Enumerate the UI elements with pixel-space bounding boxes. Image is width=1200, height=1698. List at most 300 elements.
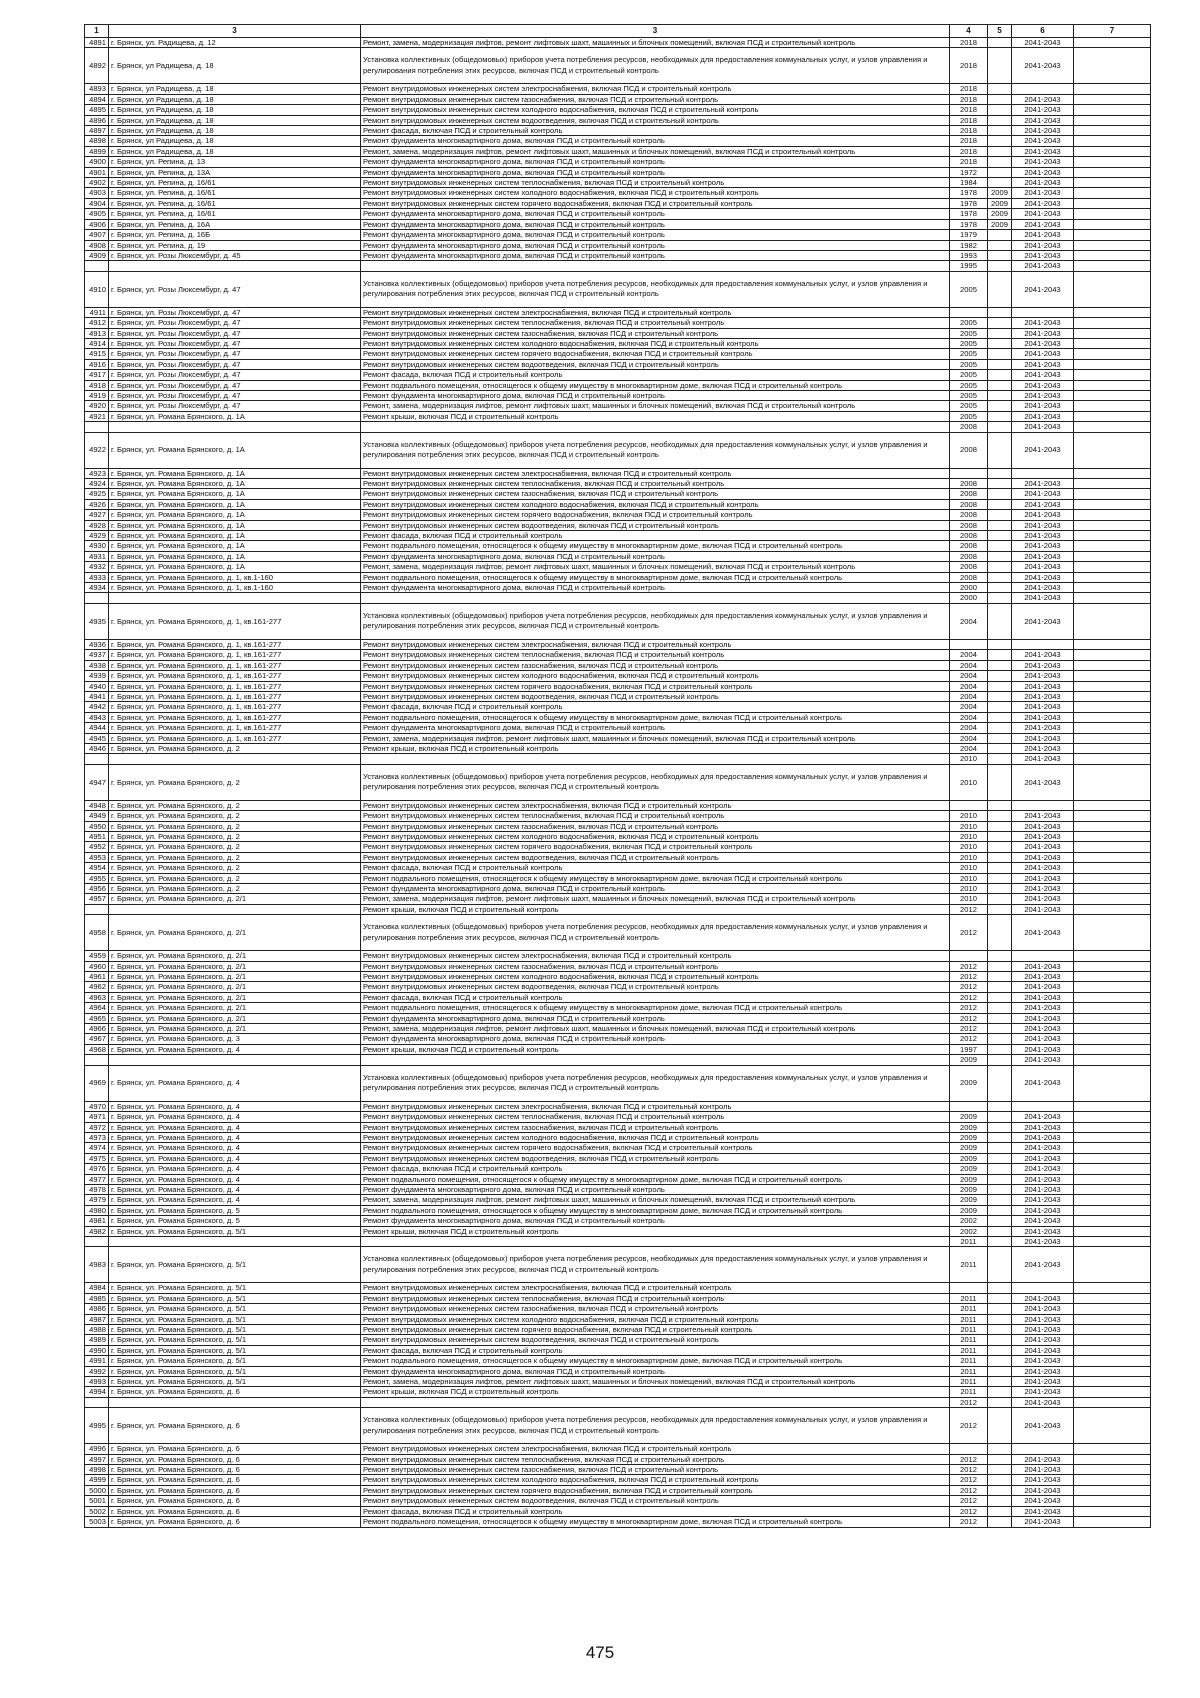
year-built-cell: 2002	[950, 1226, 988, 1236]
year-repaired-cell: 2009	[988, 219, 1012, 229]
year-built-cell	[950, 1444, 988, 1454]
address-cell: г. Брянск, ул. Романа Брянского, д. 1А	[109, 520, 361, 530]
work-type-cell: Установка коллективных (общедомовых) приборов учета потребления ресурсов, необходимых для предоставления коммунальных услуг, и узлов управления и регулирования потребления этих ресурсов, включая ПСД и строительный контроль	[361, 271, 950, 307]
work-type-cell: Ремонт крыши, включая ПСД и строительный контроль	[361, 904, 950, 914]
table-row	[85, 38, 1151, 48]
work-type-cell: Ремонт фундамента многоквартирного дома, включая ПСД и строительный контроль	[361, 390, 950, 400]
empty-cell	[1074, 1184, 1151, 1194]
year-repaired-cell	[988, 531, 1012, 541]
year-repaired-cell	[988, 1205, 1012, 1215]
year-built-cell: 2009	[950, 1065, 988, 1101]
empty-cell	[1074, 551, 1151, 561]
row-number-cell: 4900	[85, 157, 109, 167]
address-cell: г. Брянск, ул. Романа Брянского, д. 4	[109, 1101, 361, 1111]
year-built-cell: 2018	[950, 48, 988, 84]
address-cell: г. Брянск, ул. Розы Люксембург, д. 47	[109, 359, 361, 369]
work-type-cell	[361, 1397, 950, 1407]
row-number-cell: 4960	[85, 961, 109, 971]
year-built-cell: 1972	[950, 167, 988, 177]
work-type-cell: Ремонт, замена, модернизация лифтов, ремонт лифтовых шахт, машинных и блочных помещений, включая ПСД и строительный контроль	[361, 38, 950, 48]
repair-period-cell: 2041-2043	[1012, 198, 1074, 208]
repair-period-cell: 2041-2043	[1012, 1465, 1074, 1475]
repair-period-cell: 2041-2043	[1012, 821, 1074, 831]
table-row	[85, 1205, 1151, 1215]
row-number-cell: 4988	[85, 1325, 109, 1335]
work-type-cell: Ремонт внутридомовых инженерных систем водоотведения, включая ПСД и строительный контроль	[361, 115, 950, 125]
row-number-cell: 4945	[85, 733, 109, 743]
work-type-cell: Ремонт фундамента многоквартирного дома, включая ПСД и строительный контроль	[361, 1216, 950, 1226]
address-cell: г. Брянск, ул. Романа Брянского, д. 4	[109, 1184, 361, 1194]
empty-cell	[1074, 992, 1151, 1002]
table-row	[85, 510, 1151, 520]
empty-cell	[1074, 157, 1151, 167]
page-number: 475	[585, 1643, 615, 1662]
work-type-cell: Ремонт внутридомовых инженерных систем водоотведения, включая ПСД и строительный контроль	[361, 982, 950, 992]
year-repaired-cell	[988, 842, 1012, 852]
empty-cell	[1074, 1408, 1151, 1444]
header-cell-4: 4	[950, 25, 988, 38]
repair-period-cell: 2041-2043	[1012, 1236, 1074, 1246]
year-built-cell: 2012	[950, 1485, 988, 1495]
empty-cell	[1074, 1013, 1151, 1023]
row-number-cell: 4940	[85, 681, 109, 691]
table-row	[85, 1304, 1151, 1314]
address-cell: г. Брянск, ул. Романа Брянского, д. 2	[109, 743, 361, 753]
year-built-cell: 2008	[950, 489, 988, 499]
address-cell: г. Брянск, ул Радищева, д. 18	[109, 94, 361, 104]
work-type-cell: Ремонт внутридомовых инженерных систем электроснабжения, включая ПСД и строительный контроль	[361, 639, 950, 649]
year-built-cell: 2004	[950, 681, 988, 691]
table-row	[85, 562, 1151, 572]
address-cell: г. Брянск, ул. Романа Брянского, д. 4	[109, 1153, 361, 1163]
year-built-cell: 2018	[950, 157, 988, 167]
repair-period-cell: 2041-2043	[1012, 863, 1074, 873]
year-built-cell: 2009	[950, 1122, 988, 1132]
empty-cell	[1074, 1236, 1151, 1246]
empty-cell	[1074, 1024, 1151, 1034]
row-number-cell: 4891	[85, 38, 109, 48]
table-row	[85, 136, 1151, 146]
repair-period-cell: 2041-2043	[1012, 370, 1074, 380]
empty-cell	[1074, 94, 1151, 104]
repair-period-cell: 2041-2043	[1012, 126, 1074, 136]
row-number-cell: 4915	[85, 349, 109, 359]
table-row	[85, 1112, 1151, 1122]
work-type-cell: Ремонт фасада, включая ПСД и строительный контроль	[361, 1345, 950, 1355]
year-built-cell: 2018	[950, 84, 988, 94]
table-row	[85, 743, 1151, 753]
empty-cell	[1074, 660, 1151, 670]
row-number-cell	[85, 754, 109, 764]
row-number-cell	[85, 904, 109, 914]
work-type-cell: Ремонт внутридомовых инженерных систем холодного водоснабжения, включая ПСД и строительный контроль	[361, 1475, 950, 1485]
header-row	[85, 25, 1151, 38]
empty-cell	[1074, 1216, 1151, 1226]
work-type-cell: Ремонт внутридомовых инженерных систем электроснабжения, включая ПСД и строительный контроль	[361, 84, 950, 94]
address-cell: г. Брянск, ул. Репина, д. 16А	[109, 219, 361, 229]
work-type-cell: Установка коллективных (общедомовых) приборов учета потребления ресурсов, необходимых для предоставления коммунальных услуг, и узлов управления и регулирования потребления этих ресурсов, включая ПСД и строительный контроль	[361, 48, 950, 84]
year-built-cell: 2010	[950, 764, 988, 800]
year-built-cell: 2005	[950, 359, 988, 369]
table-row	[85, 1293, 1151, 1303]
table-row	[85, 1153, 1151, 1163]
year-built-cell: 2011	[950, 1293, 988, 1303]
year-built-cell: 2008	[950, 499, 988, 509]
work-type-cell: Ремонт внутридомовых инженерных систем теплоснабжения, включая ПСД и строительный контроль	[361, 1454, 950, 1464]
year-built-cell: 2018	[950, 105, 988, 115]
work-type-cell: Ремонт, замена, модернизация лифтов, ремонт лифтовых шахт, машинных и блочных помещений, включая ПСД и строительный контроль	[361, 894, 950, 904]
year-repaired-cell	[988, 743, 1012, 753]
repair-period-cell: 2041-2043	[1012, 593, 1074, 603]
address-cell: г. Брянск, ул. Романа Брянского, д. 2/1	[109, 1024, 361, 1034]
row-number-cell: 4993	[85, 1377, 109, 1387]
repair-period-cell: 2041-2043	[1012, 1024, 1074, 1034]
year-built-cell: 2004	[950, 603, 988, 639]
year-built-cell: 2009	[950, 1132, 988, 1142]
year-built-cell: 2011	[950, 1236, 988, 1246]
year-repaired-cell	[988, 800, 1012, 810]
address-cell: г. Брянск, ул. Романа Брянского, д. 4	[109, 1174, 361, 1184]
work-type-cell: Ремонт фундамента многоквартирного дома, включая ПСД и строительный контроль	[361, 136, 950, 146]
row-number-cell: 4962	[85, 982, 109, 992]
row-number-cell: 4950	[85, 821, 109, 831]
address-cell: г. Брянск, ул. Романа Брянского, д. 5/1	[109, 1377, 361, 1387]
year-repaired-cell	[988, 271, 1012, 307]
empty-cell	[1074, 1345, 1151, 1355]
work-type-cell: Ремонт внутридомовых инженерных систем водоотведения, включая ПСД и строительный контроль	[361, 852, 950, 862]
empty-cell	[1074, 884, 1151, 894]
address-cell: г. Брянск, ул. Романа Брянского, д. 5/1	[109, 1226, 361, 1236]
empty-cell	[1074, 1397, 1151, 1407]
year-repaired-cell	[988, 712, 1012, 722]
repair-period-cell: 2041-2043	[1012, 167, 1074, 177]
address-cell: г. Брянск, ул. Репина, д. 13	[109, 157, 361, 167]
address-cell: г. Брянск, ул. Романа Брянского, д. 1А	[109, 432, 361, 468]
address-cell: г. Брянск, ул. Романа Брянского, д. 6	[109, 1454, 361, 1464]
year-built-cell: 2012	[950, 1496, 988, 1506]
repair-period-cell: 2041-2043	[1012, 432, 1074, 468]
address-cell: г. Брянск, ул. Романа Брянского, д. 2/1	[109, 915, 361, 951]
year-repaired-cell	[988, 873, 1012, 883]
work-type-cell: Ремонт фасада, включая ПСД и строительный контроль	[361, 702, 950, 712]
year-built-cell: 2011	[950, 1304, 988, 1314]
empty-cell	[1074, 723, 1151, 733]
empty-cell	[1074, 370, 1151, 380]
row-number-cell: 4994	[85, 1387, 109, 1397]
empty-cell	[1074, 800, 1151, 810]
year-built-cell: 2008	[950, 520, 988, 530]
work-type-cell: Ремонт фундамента многоквартирного дома, включая ПСД и строительный контроль	[361, 884, 950, 894]
year-repaired-cell	[988, 390, 1012, 400]
work-type-cell: Ремонт фундамента многоквартирного дома, включая ПСД и строительный контроль	[361, 1184, 950, 1194]
address-cell: г. Брянск, ул. Романа Брянского, д. 5	[109, 1216, 361, 1226]
empty-cell	[1074, 894, 1151, 904]
year-repaired-cell	[988, 115, 1012, 125]
year-repaired-cell	[988, 852, 1012, 862]
address-cell: г. Брянск, ул. Романа Брянского, д. 2/1	[109, 951, 361, 961]
work-type-cell: Ремонт внутридомовых инженерных систем газоснабжения, включая ПСД и строительный контроль	[361, 94, 950, 104]
address-cell: г. Брянск, ул. Розы Люксембург, д. 47	[109, 307, 361, 317]
table-row	[85, 1101, 1151, 1111]
year-repaired-cell	[988, 639, 1012, 649]
table-row	[85, 1184, 1151, 1194]
row-number-cell	[85, 1236, 109, 1246]
year-repaired-cell	[988, 1034, 1012, 1044]
address-cell: г. Брянск, ул. Романа Брянского, д. 6	[109, 1485, 361, 1495]
year-repaired-cell	[988, 1335, 1012, 1345]
repair-period-cell: 2041-2043	[1012, 650, 1074, 660]
empty-cell	[1074, 1335, 1151, 1345]
year-repaired-cell	[988, 261, 1012, 271]
row-number-cell: 4999	[85, 1475, 109, 1485]
year-built-cell: 1978	[950, 198, 988, 208]
year-repaired-cell: 2009	[988, 198, 1012, 208]
empty-cell	[1074, 1304, 1151, 1314]
year-repaired-cell	[988, 1314, 1012, 1324]
year-repaired-cell	[988, 136, 1012, 146]
table-row	[85, 359, 1151, 369]
year-repaired-cell	[988, 884, 1012, 894]
address-cell: г. Брянск, ул. Романа Брянского, д. 2	[109, 811, 361, 821]
year-built-cell: 2005	[950, 338, 988, 348]
address-cell: г. Брянск, ул. Романа Брянского, д. 5/1	[109, 1335, 361, 1345]
work-type-cell: Ремонт, замена, модернизация лифтов, ремонт лифтовых шахт, машинных и блочных помещений, включая ПСД и строительный контроль	[361, 401, 950, 411]
row-number-cell: 4936	[85, 639, 109, 649]
table-row	[85, 338, 1151, 348]
work-type-cell: Ремонт крыши, включая ПСД и строительный контроль	[361, 411, 950, 421]
year-repaired-cell	[988, 349, 1012, 359]
address-cell: г. Брянск, ул. Романа Брянского, д. 4	[109, 1195, 361, 1205]
empty-cell	[1074, 136, 1151, 146]
address-cell: г. Брянск, ул. Романа Брянского, д. 2	[109, 800, 361, 810]
table-row	[85, 1132, 1151, 1142]
year-built-cell: 2008	[950, 479, 988, 489]
year-built-cell: 2008	[950, 572, 988, 582]
repair-period-cell: 2041-2043	[1012, 531, 1074, 541]
row-number-cell: 4927	[85, 510, 109, 520]
repair-period-cell: 2041-2043	[1012, 743, 1074, 753]
table-row	[85, 1024, 1151, 1034]
work-type-cell: Ремонт внутридомовых инженерных систем электроснабжения, включая ПСД и строительный контроль	[361, 1444, 950, 1454]
year-built-cell: 2010	[950, 873, 988, 883]
empty-cell	[1074, 1366, 1151, 1376]
address-cell: г. Брянск, ул. Романа Брянского, д. 1, кв.161-277	[109, 603, 361, 639]
year-repaired-cell	[988, 94, 1012, 104]
repair-period-cell: 2041-2043	[1012, 660, 1074, 670]
year-repaired-cell	[988, 48, 1012, 84]
empty-cell	[1074, 178, 1151, 188]
empty-cell	[1074, 520, 1151, 530]
row-number-cell	[85, 1055, 109, 1065]
year-repaired-cell	[988, 863, 1012, 873]
row-number-cell: 4924	[85, 479, 109, 489]
year-built-cell: 2004	[950, 702, 988, 712]
empty-cell	[1074, 380, 1151, 390]
empty-cell	[1074, 702, 1151, 712]
work-type-cell: Ремонт фундамента многоквартирного дома, включая ПСД и строительный контроль	[361, 209, 950, 219]
repair-period-cell: 2041-2043	[1012, 541, 1074, 551]
address-cell: г. Брянск, ул. Романа Брянского, д. 2	[109, 852, 361, 862]
work-type-cell: Ремонт фасада, включая ПСД и строительный контроль	[361, 863, 950, 873]
year-built-cell: 1995	[950, 261, 988, 271]
row-number-cell: 4941	[85, 691, 109, 701]
repair-period-cell: 2041-2043	[1012, 972, 1074, 982]
table-row	[85, 1377, 1151, 1387]
table-row	[85, 390, 1151, 400]
year-built-cell: 2012	[950, 972, 988, 982]
address-cell: г. Брянск, ул. Романа Брянского, д. 5/1	[109, 1345, 361, 1355]
row-number-cell: 4897	[85, 126, 109, 136]
repair-period-cell: 2041-2043	[1012, 1335, 1074, 1345]
year-built-cell: 1978	[950, 219, 988, 229]
header-cell-7: 7	[1074, 25, 1151, 38]
year-repaired-cell	[988, 468, 1012, 478]
repair-period-cell: 2041-2043	[1012, 1164, 1074, 1174]
repair-period-cell: 2041-2043	[1012, 318, 1074, 328]
address-cell: г. Брянск, ул Радищева, д. 18	[109, 84, 361, 94]
work-type-cell: Ремонт внутридомовых инженерных систем горячего водоснабжения, включая ПСД и строительный контроль	[361, 510, 950, 520]
year-built-cell: 2010	[950, 852, 988, 862]
address-cell: г. Брянск, ул. Романа Брянского, д. 1, кв.161-277	[109, 639, 361, 649]
empty-cell	[1074, 572, 1151, 582]
year-built-cell: 2012	[950, 992, 988, 1002]
table-row	[85, 639, 1151, 649]
year-repaired-cell	[988, 961, 1012, 971]
table-row	[85, 671, 1151, 681]
repair-period-cell: 2041-2043	[1012, 209, 1074, 219]
year-repaired-cell	[988, 1444, 1012, 1454]
repair-period-cell: 2041-2043	[1012, 146, 1074, 156]
year-repaired-cell	[988, 583, 1012, 593]
work-type-cell: Ремонт внутридомовых инженерных систем газоснабжения, включая ПСД и строительный контроль	[361, 328, 950, 338]
row-number-cell: 4918	[85, 380, 109, 390]
table-row	[85, 1247, 1151, 1283]
empty-cell	[1074, 1465, 1151, 1475]
empty-cell	[1074, 1283, 1151, 1293]
repair-period-cell: 2041-2043	[1012, 702, 1074, 712]
table-row	[85, 1517, 1151, 1527]
header-cell-2: 3	[109, 25, 361, 38]
repair-period-cell: 2041-2043	[1012, 764, 1074, 800]
empty-cell	[1074, 1506, 1151, 1516]
repair-period-cell: 2041-2043	[1012, 240, 1074, 250]
row-number-cell	[85, 422, 109, 432]
table-row	[85, 520, 1151, 530]
empty-cell	[1074, 411, 1151, 421]
year-repaired-cell	[988, 660, 1012, 670]
year-repaired-cell	[988, 1465, 1012, 1475]
row-number-cell: 4901	[85, 167, 109, 177]
year-repaired-cell	[988, 691, 1012, 701]
row-number-cell: 4932	[85, 562, 109, 572]
empty-cell	[1074, 359, 1151, 369]
work-type-cell: Ремонт фундамента многоквартирного дома, включая ПСД и строительный контроль	[361, 167, 950, 177]
work-type-cell: Ремонт внутридомовых инженерных систем холодного водоснабжения, включая ПСД и строительный контроль	[361, 188, 950, 198]
work-type-cell: Ремонт внутридомовых инженерных систем газоснабжения, включая ПСД и строительный контроль	[361, 1122, 950, 1132]
address-cell: г. Брянск, ул. Романа Брянского, д. 1А	[109, 541, 361, 551]
row-number-cell: 4971	[85, 1112, 109, 1122]
work-type-cell	[361, 261, 950, 271]
table-row	[85, 318, 1151, 328]
year-repaired-cell	[988, 1143, 1012, 1153]
work-type-cell: Ремонт фасада, включая ПСД и строительный контроль	[361, 992, 950, 1002]
year-built-cell: 2005	[950, 349, 988, 359]
year-built-cell: 2002	[950, 1216, 988, 1226]
work-type-cell: Ремонт внутридомовых инженерных систем горячего водоснабжения, включая ПСД и строительный контроль	[361, 1143, 950, 1153]
table-row	[85, 1465, 1151, 1475]
year-built-cell	[950, 1283, 988, 1293]
repair-period-cell: 2041-2043	[1012, 1356, 1074, 1366]
work-type-cell: Ремонт внутридомовых инженерных систем водоотведения, включая ПСД и строительный контроль	[361, 1153, 950, 1163]
address-cell: г. Брянск, ул Радищева, д. 18	[109, 115, 361, 125]
year-built-cell: 2010	[950, 754, 988, 764]
address-cell: г. Брянск, ул. Романа Брянского, д. 1, кв.161-277	[109, 702, 361, 712]
empty-cell	[1074, 1065, 1151, 1101]
row-number-cell: 4910	[85, 271, 109, 307]
work-type-cell: Ремонт внутридомовых инженерных систем горячего водоснабжения, включая ПСД и строительный контроль	[361, 681, 950, 691]
year-repaired-cell	[988, 1485, 1012, 1495]
work-type-cell: Ремонт фундамента многоквартирного дома, включая ПСД и строительный контроль	[361, 723, 950, 733]
work-type-cell: Ремонт внутридомовых инженерных систем электроснабжения, включая ПСД и строительный контроль	[361, 468, 950, 478]
work-type-cell: Установка коллективных (общедомовых) приборов учета потребления ресурсов, необходимых для предоставления коммунальных услуг, и узлов управления и регулирования потребления этих ресурсов, включая ПСД и строительный контроль	[361, 915, 950, 951]
repair-period-cell: 2041-2043	[1012, 1055, 1074, 1065]
year-repaired-cell	[988, 551, 1012, 561]
repair-period-cell: 2041-2043	[1012, 671, 1074, 681]
year-repaired-cell	[988, 1101, 1012, 1111]
work-type-cell: Ремонт фундамента многоквартирного дома, включая ПСД и строительный контроль	[361, 551, 950, 561]
address-cell: г. Брянск, ул. Розы Люксембург, д. 47	[109, 318, 361, 328]
year-built-cell: 2010	[950, 821, 988, 831]
row-number-cell: 4979	[85, 1195, 109, 1205]
empty-cell	[1074, 1195, 1151, 1205]
table-row	[85, 691, 1151, 701]
repair-period-cell: 2041-2043	[1012, 411, 1074, 421]
work-type-cell: Ремонт крыши, включая ПСД и строительный контроль	[361, 743, 950, 753]
work-type-cell: Ремонт внутридомовых инженерных систем горячего водоснабжения, включая ПСД и строительный контроль	[361, 1325, 950, 1335]
repair-period-cell: 2041-2043	[1012, 219, 1074, 229]
row-number-cell: 4965	[85, 1013, 109, 1023]
repair-period-cell: 2041-2043	[1012, 261, 1074, 271]
work-type-cell: Ремонт внутридомовых инженерных систем водоотведения, включая ПСД и строительный контроль	[361, 1335, 950, 1345]
repair-period-cell: 2041-2043	[1012, 1408, 1074, 1444]
row-number-cell: 4935	[85, 603, 109, 639]
empty-cell	[1074, 48, 1151, 84]
row-number-cell: 4914	[85, 338, 109, 348]
empty-cell	[1074, 1444, 1151, 1454]
empty-cell	[1074, 904, 1151, 914]
address-cell: г. Брянск, ул. Романа Брянского, д. 2	[109, 842, 361, 852]
year-repaired-cell	[988, 401, 1012, 411]
year-built-cell: 2011	[950, 1387, 988, 1397]
year-repaired-cell	[988, 1153, 1012, 1163]
table-row	[85, 884, 1151, 894]
repair-period-cell: 2041-2043	[1012, 723, 1074, 733]
address-cell: г. Брянск, ул. Романа Брянского, д. 2/1	[109, 972, 361, 982]
work-type-cell: Ремонт внутридомовых инженерных систем холодного водоснабжения, включая ПСД и строительный контроль	[361, 671, 950, 681]
table-row	[85, 411, 1151, 421]
address-cell: г. Брянск, ул Радищева, д. 18	[109, 105, 361, 115]
work-type-cell: Ремонт внутридомовых инженерных систем водоотведения, включая ПСД и строительный контроль	[361, 359, 950, 369]
row-number-cell: 4925	[85, 489, 109, 499]
work-type-cell: Ремонт внутридомовых инженерных систем газоснабжения, включая ПСД и строительный контроль	[361, 1465, 950, 1475]
year-repaired-cell	[988, 411, 1012, 421]
repair-period-cell: 2041-2043	[1012, 852, 1074, 862]
table-row	[85, 992, 1151, 1002]
row-number-cell: 4917	[85, 370, 109, 380]
year-repaired-cell	[988, 541, 1012, 551]
work-type-cell: Ремонт фасада, включая ПСД и строительный контроль	[361, 1164, 950, 1174]
year-repaired-cell	[988, 1454, 1012, 1464]
